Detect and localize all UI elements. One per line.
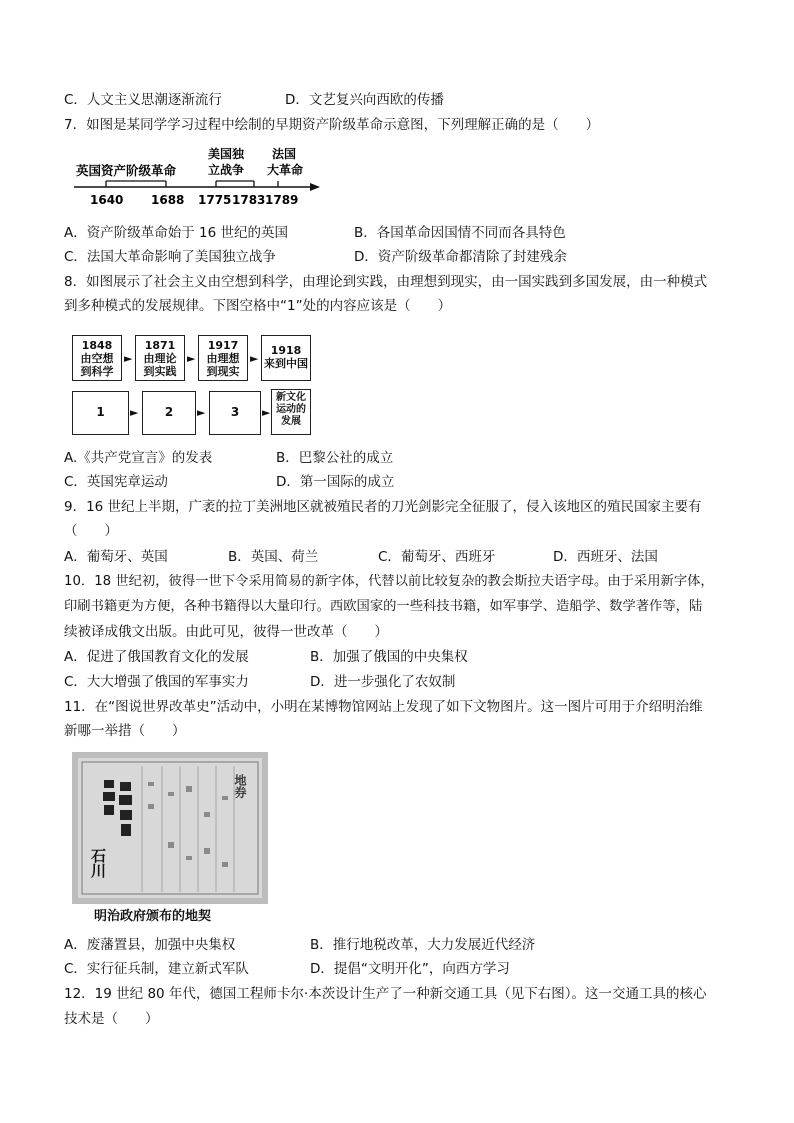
- diagram-box-1917: 1917 由理想 到现实: [198, 335, 248, 381]
- q11-stem-line2: 新哪一举措（ ）: [64, 723, 186, 739]
- q7-timeline-figure: [70, 143, 330, 211]
- q7-option-b: B．各国革命因国情不同而各具特色: [354, 225, 566, 241]
- q9-option-d: D．西班牙、法国: [553, 549, 658, 565]
- arrow-right-icon: ►: [250, 352, 259, 365]
- q10-stem-line1: 10．18 世纪初，彼得一世下令采用简易的新字体，代替以前比较复杂的教会斯拉夫语字母。由于采用新字体，: [64, 574, 714, 589]
- q9-option-b: B．英国、荷兰: [228, 549, 319, 565]
- q10-option-d: D．进一步强化了农奴制: [310, 674, 456, 690]
- q9-option-c: C．葡萄牙、西班牙: [378, 549, 496, 565]
- q11-option-c: C．实行征兵制，建立新式军队: [64, 961, 249, 977]
- timeline-year: 1775: [198, 193, 232, 207]
- timeline-label-french-1: 法国: [272, 147, 297, 161]
- arrow-right-icon: ►: [187, 352, 196, 365]
- q6-option-d: D．文艺复兴向西欧的传播: [285, 92, 444, 108]
- arrow-right-icon: ►: [262, 406, 271, 419]
- q9-stem-line1: 9．16 世纪上半期，广袤的拉丁美洲地区就被殖民者的刀光剑影完全征服了，侵入该地区的殖民国家主要有: [64, 499, 702, 515]
- diagram-box-1918: 1918 来到中国: [261, 335, 311, 381]
- photo-caption: 明治政府颁布的地契: [94, 909, 212, 924]
- q10-stem-line2: 印刷书籍更为方便，各种书籍得以大量印行。西欧国家的一些科技书籍，如军事学、造船学、数学著作等，陆: [64, 599, 703, 614]
- q10-option-b: B．加强了俄国的中央集权: [310, 649, 468, 665]
- q9-stem-line2: （ ）: [64, 523, 118, 539]
- q8-option-b: B．巴黎公社的成立: [276, 450, 394, 466]
- q7-option-c: C．法国大革命影响了美国独立战争: [64, 249, 276, 265]
- diagram-box-1871: 1871 由理论 到实践: [135, 335, 185, 381]
- arrow-right-icon: ►: [130, 406, 139, 419]
- diagram-blank-2: 2: [142, 391, 196, 435]
- q9-option-a: A．葡萄牙、英国: [64, 549, 168, 565]
- timeline-label-french-2: 大革命: [267, 163, 304, 177]
- arrow-right-icon: ►: [197, 406, 206, 419]
- diagram-box-1848: 1848 由空想 到科学: [72, 335, 122, 381]
- q11-stem-line1: 11．在“图说世界改革史”活动中，小明在某博物馆网站上发现了如下文物图片。这一图片可用于介绍明治维: [64, 699, 703, 715]
- q8-flow-diagram: [72, 335, 312, 435]
- arrow-right-icon: ►: [124, 352, 133, 365]
- q7-option-a: A．资产阶级革命始于 16 世纪的英国: [64, 225, 288, 241]
- diagram-blank-3: 3: [209, 391, 261, 435]
- q8-stem-line2: 到多种模式的发展规律。下图空格中“1”处的内容应该是（ ）: [64, 298, 452, 314]
- timeline-label-english: 英国资产阶级革命: [76, 163, 177, 178]
- q8-option-d: D．第一国际的成立: [276, 474, 395, 490]
- q10-option-a: A．促进了俄国教育文化的发展: [64, 649, 249, 665]
- timeline-label-american-2: 立战争: [208, 163, 245, 177]
- timeline-arrow-head: [310, 183, 320, 191]
- q10-option-c: C．大大增强了俄国的军事实力: [64, 674, 249, 690]
- q7-option-d: D．资产阶级革命都清除了封建残余: [354, 249, 567, 265]
- q12-stem-line1: 12．19 世纪 80 年代，德国工程师卡尔·本茨设计生产了一种新交通工具（见下右图）。这一交通工具的核心: [64, 986, 707, 1002]
- deed-text-chiken: 地券: [233, 774, 247, 798]
- timeline-year: 1789: [265, 193, 299, 207]
- diagram-box-new-culture: 新文化 运动的 发展: [271, 389, 311, 435]
- timeline-label-american-1: 美国独: [208, 147, 245, 161]
- timeline-year: 1783: [232, 193, 266, 207]
- q10-stem-line3: 续被译成俄文出版。由此可见，彼得一世改革（ ）: [64, 624, 388, 640]
- timeline-year: 1640: [90, 193, 124, 207]
- land-deed-photo: [72, 752, 268, 904]
- timeline-year: 1688: [151, 193, 185, 207]
- deed-text-ishikawa: 石川: [89, 848, 107, 878]
- q7-stem: 7．如图是某同学学习过程中绘制的早期资产阶级革命示意图，下列理解正确的是（ ）: [64, 117, 600, 133]
- q8-option-c: C．英国宪章运动: [64, 474, 168, 490]
- q6-option-c: C．人文主义思潮逐渐流行: [64, 92, 222, 108]
- q8-stem-line1: 8．如图展示了社会主义由空想到科学，由理论到实践，由理想到现实，由一国实践到多国发展，由一种模式: [64, 274, 708, 290]
- q11-option-d: D．提倡“文明开化”，向西方学习: [310, 961, 510, 977]
- q8-option-a: A.《共产党宣言》的发表: [64, 450, 213, 466]
- diagram-blank-1: 1: [72, 391, 129, 435]
- q11-option-b: B．推行地税改革，大力发展近代经济: [310, 937, 536, 953]
- q11-option-a: A．废藩置县，加强中央集权: [64, 937, 236, 953]
- q12-stem-line2: 技术是（ ）: [64, 1011, 159, 1027]
